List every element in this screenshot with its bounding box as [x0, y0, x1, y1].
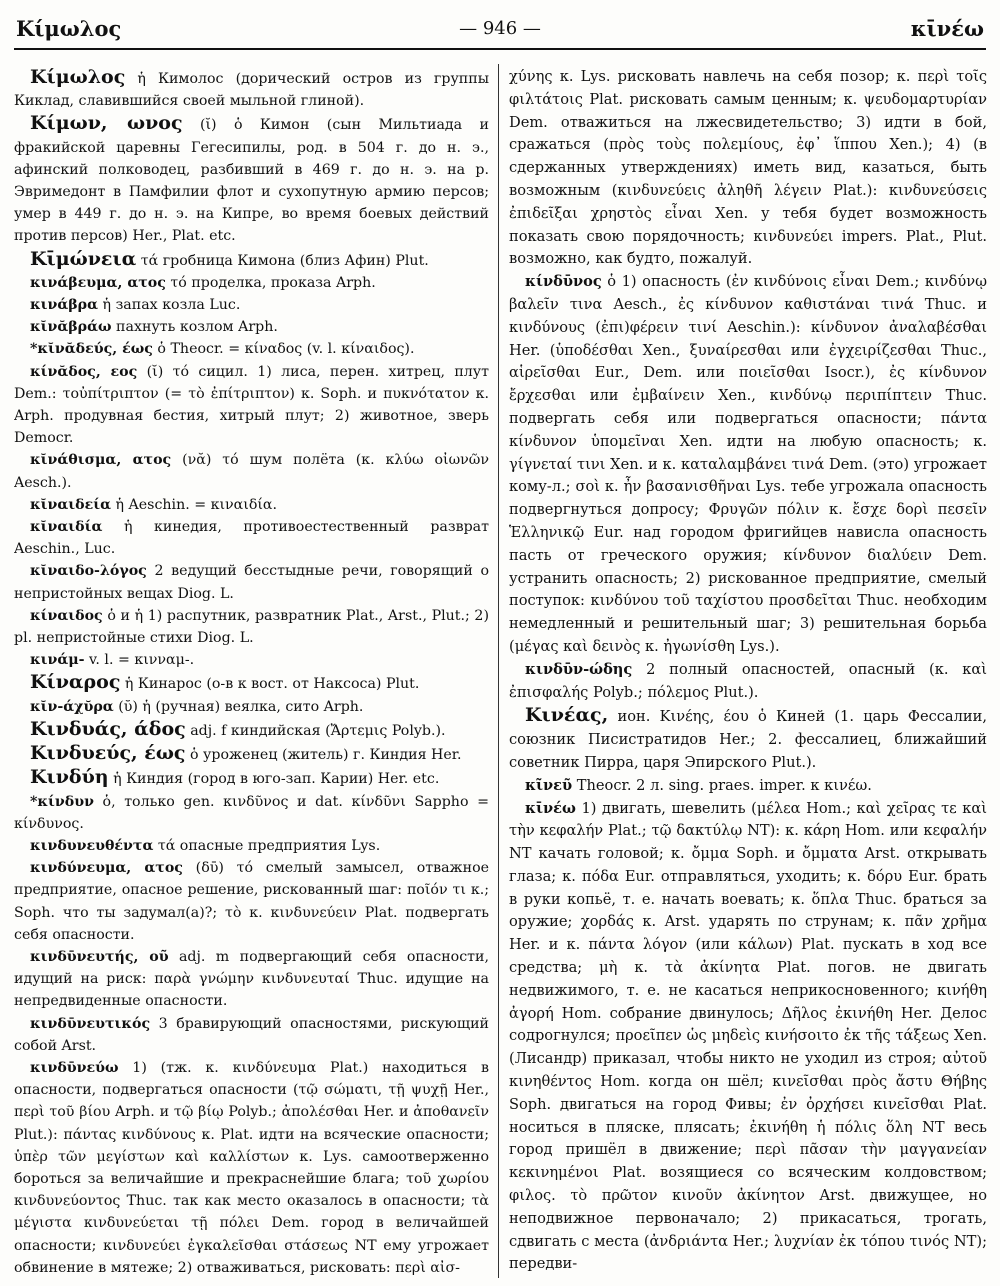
entry-definition: ὁ 1) опасность (ἐν κινδύνοις εἶναι Dem.; κινδύνῳ βαλεῖν τινα Aesch., ἐς κίνδυνον καθιστάναι τινά Thuc. и κινδύνους (ἐπι)φέρειν τινί Aeschin.): κίνδυνον ἀναλαβέσθαι Her. (ὑποδέσθαι Xen., ξυναίρεσθαι или ἐγχειρίζεσθαι Thuc., αἱρεῖσθαι Eur., Dem. или ποιεῖσθαι Isocr.), ἐς κίνδυνον ἔρχεσθαι или ἐμβαίνειν Xen., κινδύνῳ περιπίπτειν Thuc. подвергать себя или подвергаться опасности; πάντα κίνδυνον ὑπομεῖναι Xen. идти на любую опасность; κ. γίγνεταί τινι Xen. и κ. καταλαμβάνει τινά Dem. (это) угрожает кому-л.; σοὶ κ. ἦν βασανισθῆναι Lys. тебе угрожала опасность подвергнуться допросу; Φρυγῶν πόλιν κ. ἔσχε δορὶ πεσεῖν Ἑλληνικῷ Eur. над городом фригийцев нависла опасность пасть от греческого оружия; κίνδυνον διαλύειν Dem. устранить опасность; 2) рискованное предприятие, смелый поступок: κινδύνου τοῦ ταχίστου προσδεῖται Thuc. необходим немедленный и решительный шаг; 3) решительная борьба (μέγας καὶ δεινὸς κ. ἠγωνίσθη Lys.).	[509, 273, 987, 655]
dictionary-entry	[14, 494, 489, 516]
entry-headword: Κῑμώνεια	[30, 247, 137, 270]
entry-definition: τά опасные предприятия Lys.	[153, 837, 381, 854]
entry-definition: 1) (тж. κ. κινδύνευμα Plat.) находиться в опасности, подвергаться опасности (τῷ σώματι, τῇ ψυχῇ Her., περὶ τοῦ βίου Arph. и τῷ βίῳ Polyb.; ἀπολέσθαι Her. и ἀποθανεῖν Plut.): πάντας κινδύνους κ. Plat. идти на всяческие опасности; ὑπὲρ τῶν μεγίστων καὶ καλλίστων κ. Lys. самоотверженно бороться за величайшие и прекраснейшие блага; τοῦ χωρίου κινδυνεύοντος Thuc. так как место оказалось в опасности; τὰ μέγιστα κινδυνεύεται τῇ πόλει Dem. город в величайшей опасности; κινδυνεύει ἐγκαλεῖσθαι στάσεως NT ему угрожает обвинение в мятеже; 2) отваживаться, рисковать: περὶ αἰσ-	[14, 1059, 489, 1276]
dictionary-entry	[14, 766, 489, 790]
entry-headword: Κινδυάς, άδος	[30, 717, 186, 740]
entry-definition: Theocr. 2 л. sing. praes. imper. к κινέω.	[572, 776, 872, 794]
dictionary-entry	[14, 248, 489, 272]
entry-headword: κῐνάθισμα, ατος	[30, 452, 172, 469]
dictionary-entry	[14, 718, 489, 742]
entry-definition: (νᾰ) τό шум полёта (κ. κλύω οἰωνῶν Aesch.).	[14, 452, 489, 491]
entry-definition: ἡ Кимолос (дорический остров из группы Киклад, славившийся своей мыльной глиной).	[14, 71, 489, 110]
dictionary-entry	[509, 798, 987, 1277]
dictionary-entry	[14, 294, 489, 316]
dictionary-entry	[14, 835, 489, 857]
entry-definition: 1) двигать, шевелить (μέλεα Hom.; καὶ χεῖρας τε καὶ τὴν κεφαλήν Plat.; τῷ δακτύλῳ NT): κ. κάρη Hom. или κεφαλήν NT качать головой; κ. ὄμμα Soph. и ὄμματα Arst. открывать глаза; κ. πόδα Eur. отправляться, уходить; κ. δόρυ Eur. брать в руки копьё, т. е. начать воевать; κ. ὅπλα Thuc. браться за оружие; χορδάς κ. Arst. ударять по струнам; κ. πᾶν χρῆμα Her. и κ. πάντα λόγον (или κάλων) Plat. пускать в ход все средства; μὴ κ. τὰ ἀκίνητα Plat. погов. не двигать недвижимого, т. е. не касаться неприкосновенного; κινήθη ἀγορή Hom. собрание двинулось; Δῆλος ἐκινήθη Her. Делос содрогнулся; προεῖπεν ὡς μηδεὶς κινήσοιτο ἐκ τῆς τάξεως Xen. (Лисандр) приказал, чтобы никто не уходил из строя; αὐτοῦ κινηθέντος Hom. когда он шёл; κινεῖσθαι πρὸς ἄστυ Θήβης Soph. двигаться на город Фивы; ἐν ὀρχήσει κινεῖσθαι Plat. носиться в пляске, плясать; ἐκινήθη ἡ πόλις ὅλη NT весь город пришёл в движение; περὶ πᾶσαν τὴν μαγγανείαν κεκινημένοι Plat. возящиеся со всяческим колдовством; φιλος. τὸ πρῶτον κινοῦν ἀκίνητον Arst. движущее, но неподвижное первоначало; 2) прикасаться, трогать, сдвигать с места (ἀνδριάντα Her.; λυχνίαν ἐκ τόπου τινός NT); передви-	[509, 799, 987, 1273]
dictionary-entry	[509, 271, 987, 659]
dictionary-entry	[14, 449, 489, 493]
entry-headword: κῐναιδο-λόγος	[30, 563, 147, 580]
dictionary-entry	[14, 560, 489, 604]
entry-headword: κινδῡν-ώδης	[525, 660, 633, 678]
entry-definition: ион. Κινέης, έου ὁ Киней (1. царь Фессалии, союзник Писистратидов Her.; 2. фессалиец, ближайший советник Пирра, царя Эпирского Plut.).	[509, 708, 987, 771]
header-right-word: κῑνέω	[910, 16, 984, 41]
entry-headword: κίναιδος	[30, 607, 103, 624]
entry-headword: κινάβρα	[30, 297, 99, 314]
dictionary-entry	[14, 338, 489, 360]
entry-definition: ἡ запах козла Luc.	[98, 297, 241, 314]
entry-headword: Κίναρος	[30, 671, 121, 694]
page-number: — 946 —	[459, 18, 541, 39]
entry-headword: κῐν-άχῠρα	[30, 698, 114, 715]
header-left-word: Κίμωλος	[16, 16, 122, 41]
entry-definition: (δῡ) τό смелый замысел, отважное предприятие, опасное решение, рискованный шаг: ποῖόν τι κ.; Soph. что ты задумал(а)?; τὸ κ. κινδυνεύειν Plat. подвергать себя опасности.	[14, 860, 489, 943]
entry-definition: 3 бравирующий опасностями, рискующий собой Arst.	[14, 1015, 489, 1054]
entry-definition: ὁ Theocr. = κίναδος (v. l. κίναιδος).	[152, 341, 415, 358]
entry-definition: ἡ Кинарос (о-в к вост. от Наксоса) Plut.	[120, 676, 420, 693]
entry-definition: τό проделка, проказа Arph.	[165, 274, 376, 291]
entry-definition: ὁ уроженец (житель) г. Киндия Her.	[185, 747, 462, 764]
dictionary-entry	[509, 704, 987, 774]
dictionary-entry	[14, 112, 489, 247]
entry-definition: ὁ, только gen. κινδῦνος и dat. κίνδῦνι Sappho = κίνδυνος.	[14, 793, 489, 832]
entry-definition: ὁ и ἡ 1) распутник, развратник Plat., Arst., Plut.; 2) pl. непристойные стихи Diog. L.	[14, 607, 489, 647]
entry-headword: κῐναιδεία	[30, 496, 111, 513]
entry-headword: κινδῡνευτικός	[30, 1015, 151, 1032]
entry-definition: adj. m подвергающий себя опасности, идущий на риск: παρὰ γνώμην κινδυνευταί Thuc. идущие на непредвиденные опасности.	[14, 948, 489, 1010]
right-column	[509, 66, 987, 1280]
dictionary-entry	[14, 1013, 489, 1057]
dictionary-entry	[14, 361, 489, 450]
dictionary-entry	[14, 316, 489, 338]
entry-definition: ἡ кинедия, противоестественный разврат Aeschin., Luc.	[14, 519, 489, 558]
entry-headword: κίνδῡνος	[525, 273, 602, 291]
entry-definition: τά гробница Кимона (близ Афин) Plut.	[136, 252, 429, 269]
entry-headword: *κῐνᾰδεύς, έως	[30, 341, 153, 358]
dictionary-entry	[14, 649, 489, 671]
entry-headword: Κίμωλος	[30, 66, 126, 88]
entry-headword: κινδυνευθέντα	[30, 837, 154, 854]
entry-headword: Κινδύη	[30, 766, 109, 789]
dictionary-entry	[14, 605, 489, 649]
entry-definition: 2 полный опасностей, опасный (κ. καὶ ἐπισφαλής Polyb.; πόλεμος Plut.).	[509, 660, 987, 701]
entry-definition: (ῠ) ἡ (ручная) веялка, сито Arph.	[113, 698, 364, 715]
entry-definition: (ῐ) τό сицил. 1) лиса, перен. хитрец, плут Dem.: τοὐπίτριπτον (= τὸ ἐπίτριπτον) κ. Soph. и πυκνότατον κ. Arph. продувная бестия, хитрый плут; 2) животное, зверь Democr.	[14, 363, 489, 447]
dictionary-entry	[14, 671, 489, 695]
entry-definition: (ῐ) ὁ Кимон (сын Мильтиада и фракийской царевны Гегесипилы, род. в 504 г. до н. э., афинский полководец, разбивший в 469 г. до н. э. на р. Эвримедонт в Памфилии флот и сухопутную армию персов; умер в 449 г. до н. э. на Кипре, во время боевых действий против персов) Her., Plat. etc.	[14, 117, 489, 245]
dictionary-entry	[14, 946, 489, 1013]
dictionary-entry	[14, 791, 489, 835]
entry-definition: 2 ведущий бесстыдные речи, говорящий о непристойных вещах Diog. L.	[14, 563, 489, 602]
entry-headword: *κίνδυν	[30, 793, 94, 810]
dictionary-entry	[14, 696, 489, 718]
dictionary-entry	[509, 775, 987, 798]
entry-definition: χύνης κ. Lys. рисковать навлечь на себя позор; κ. περὶ τοῖς φιλτάτοις Plat. рисковать самым ценным; κ. ψευδομαρτυρίαν Dem. отважиться на лжесвидетельство; 3) идти в бой, сражаться (πρὸς τοὺς πολεμίους, ἐφ᾽ ἵππου Xen.); 4) (в сдержанных утверждениях) иметь вид, казаться, быть возможным (κινδυνεύεις ἀληθῆ λέγειν Plat.): κινδυνεύσεις ἐπιδεῖξαι χρηστὸς εἶναι Xen. у тебя будет возможность показать свою порядочность; κινδυνεύει impers. Plat., Plut. возможно, как будто, пожалуй.	[509, 68, 987, 268]
entry-headword: Κινέας,	[525, 704, 609, 727]
entry-headword: κινδῡνεύω	[30, 1059, 119, 1076]
entry-headword: Κινδυεύς, έως	[30, 742, 186, 765]
dictionary-entry	[14, 857, 489, 946]
page-header	[14, 8, 986, 50]
dictionary-entry	[14, 272, 489, 294]
entry-headword: κῐνᾰβράω	[30, 319, 112, 336]
dictionary-entry	[14, 516, 489, 560]
entry-definition: v. l. = κινναμ-.	[84, 652, 195, 669]
entry-definition: ἡ Aeschin. = κιναιδία.	[111, 496, 278, 513]
dictionary-entry	[509, 66, 987, 271]
entry-headword: κινάβευμα, ατος	[30, 274, 166, 291]
entry-definition: пахнуть козлом Arph.	[111, 319, 278, 336]
entry-headword: κίνᾰδος, εος	[30, 363, 138, 380]
left-column	[14, 66, 489, 1280]
column-divider	[498, 64, 499, 1278]
entry-headword: κινδύνευμα, ατος	[30, 860, 183, 877]
dictionary-entry	[509, 659, 987, 705]
entry-headword: Κίμων, ωνος	[30, 112, 183, 135]
entry-headword: κῐναιδία	[30, 519, 103, 536]
entry-definition: adj. f киндийская (Ἄρτεμις Polyb.).	[185, 722, 446, 739]
dictionary-entry	[14, 66, 489, 112]
entry-headword: κῑνέω	[525, 799, 576, 817]
entry-headword: κινδῡνευτής, οῦ	[30, 948, 169, 965]
entry-headword: κινάμ-	[30, 652, 85, 669]
dictionary-entry	[14, 742, 489, 766]
dictionary-entry	[14, 1057, 489, 1279]
entry-headword: κῖνεῦ	[525, 776, 573, 794]
entry-definition: ἡ Киндия (город в юго-зап. Карии) Her. etc.	[108, 771, 440, 788]
